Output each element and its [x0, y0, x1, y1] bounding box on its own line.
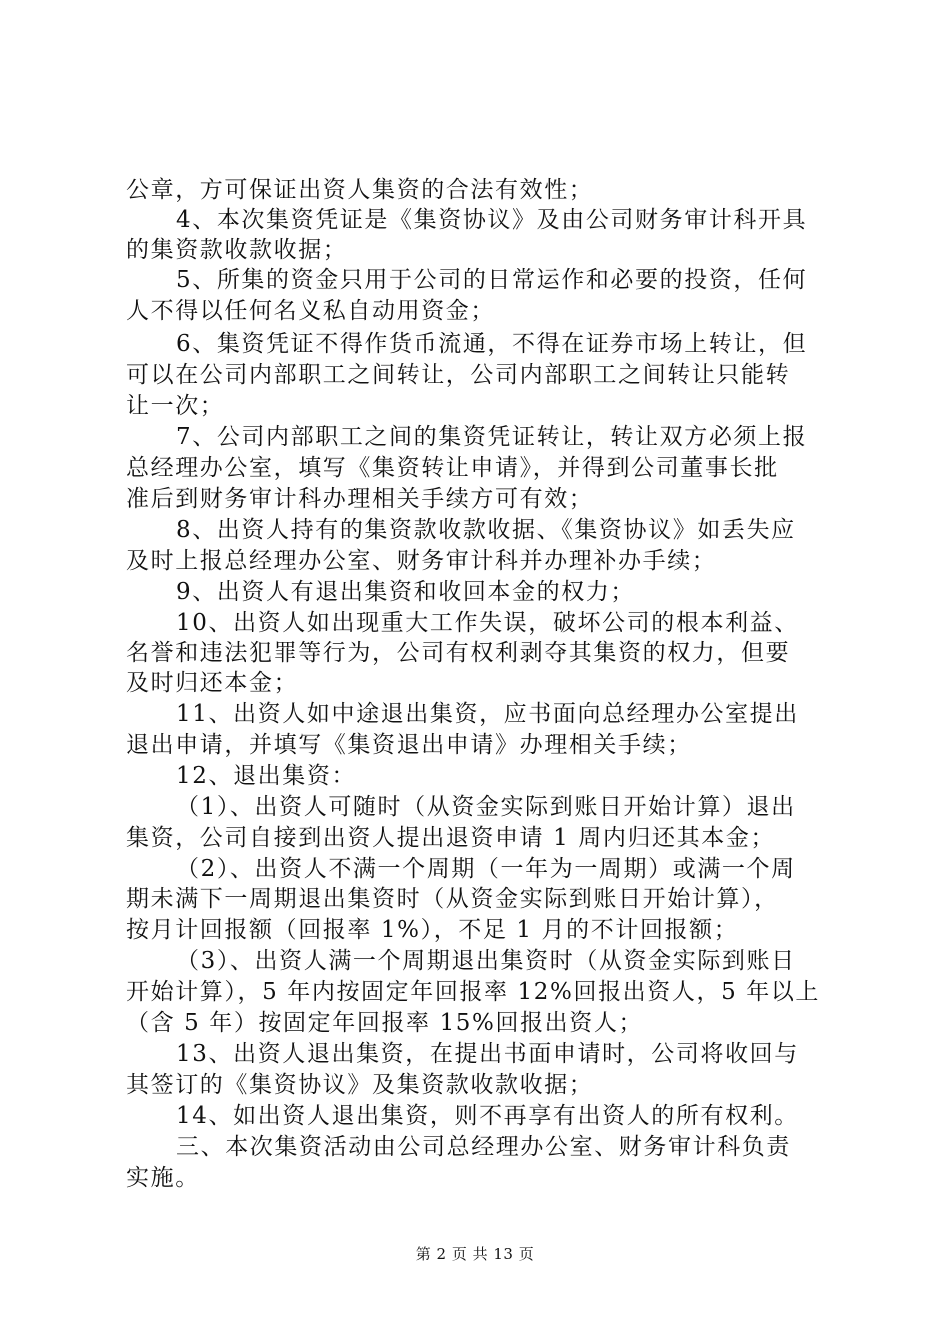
text-line: 及时归还本金；	[126, 670, 299, 696]
text-line: 11、出资人如中途退出集资，应书面向总经理办公室提出	[176, 701, 799, 727]
page-number-footer: 第 2 页 共 13 页	[415, 1245, 535, 1263]
text-line: 公章，方可保证出资人集资的合法有效性；	[126, 177, 594, 203]
text-line: 6、集资凭证不得作货币流通，不得在证券市场上转让，但	[176, 331, 808, 357]
text-line: 让一次；	[126, 393, 225, 419]
text-line: 5、所集的资金只用于公司的日常运作和必要的投资，任何	[176, 267, 808, 293]
text-line: 9、出资人有退出集资和收回本金的权力；	[176, 579, 636, 605]
text-line: 开始计算），5 年内按固定年回报率 12%回报出资人，5 年以上	[126, 979, 821, 1005]
text-line: 实施。	[126, 1165, 200, 1191]
text-line: 按月计回报额（回报率 1%），不足 1 月的不计回报额；	[126, 917, 739, 943]
text-line: 三、本次集资活动由公司总经理办公室、财务审计科负责	[176, 1134, 791, 1160]
text-line: 12、退出集资：	[176, 763, 357, 789]
text-line: （2）、出资人不满一个周期（一年为一周期）或满一个周	[176, 856, 796, 882]
text-line: 可以在公司内部职工之间转让，公司内部职工之间转让只能转	[126, 362, 791, 388]
text-line: （含 5 年）按固定年回报率 15%回报出资人；	[126, 1010, 644, 1036]
text-line: 人不得以任何名义私自动用资金；	[126, 298, 495, 324]
text-line: 4、本次集资凭证是《集资协议》及由公司财务审计科开具	[176, 207, 808, 233]
text-line: （3）、出资人满一个周期退出集资时（从资金实际到账日	[176, 948, 796, 974]
text-line: 14、如出资人退出集资，则不再享有出资人的所有权利。	[176, 1103, 799, 1129]
text-line: 7、公司内部职工之间的集资凭证转让，转让双方必须上报	[176, 424, 808, 450]
text-line: 8、出资人持有的集资款收款收据、《集资协议》如丢失应	[176, 517, 796, 543]
text-line: 10、出资人如出现重大工作失误，破坏公司的根本利益、	[176, 610, 799, 636]
text-line: （1）、出资人可随时（从资金实际到账日开始计算）退出	[176, 794, 796, 820]
text-line: 其签订的《集资协议》及集资款收款收据；	[126, 1072, 594, 1098]
text-line: 及时上报总经理办公室、财务审计科并办理补办手续；	[126, 548, 717, 574]
text-line: 集资，公司自接到出资人提出退资申请 1 周内归还其本金；	[126, 825, 776, 851]
text-line: 名誉和违法犯罪等行为，公司有权利剥夺其集资的权力，但要	[126, 640, 791, 666]
text-line: 13、出资人退出集资，在提出书面申请时，公司将收回与	[176, 1041, 799, 1067]
text-line: 期未满下一周期退出集资时（从资金实际到账日开始计算），	[126, 886, 779, 912]
text-line: 准后到财务审计科办理相关手续方可有效；	[126, 486, 594, 512]
text-line: 的集资款收款收据；	[126, 237, 348, 263]
text-line: 总经理办公室，填写《集资转让申请》，并得到公司董事长批	[126, 455, 779, 481]
text-line: 退出申请，并填写《集资退出申请》办理相关手续；	[126, 732, 692, 758]
